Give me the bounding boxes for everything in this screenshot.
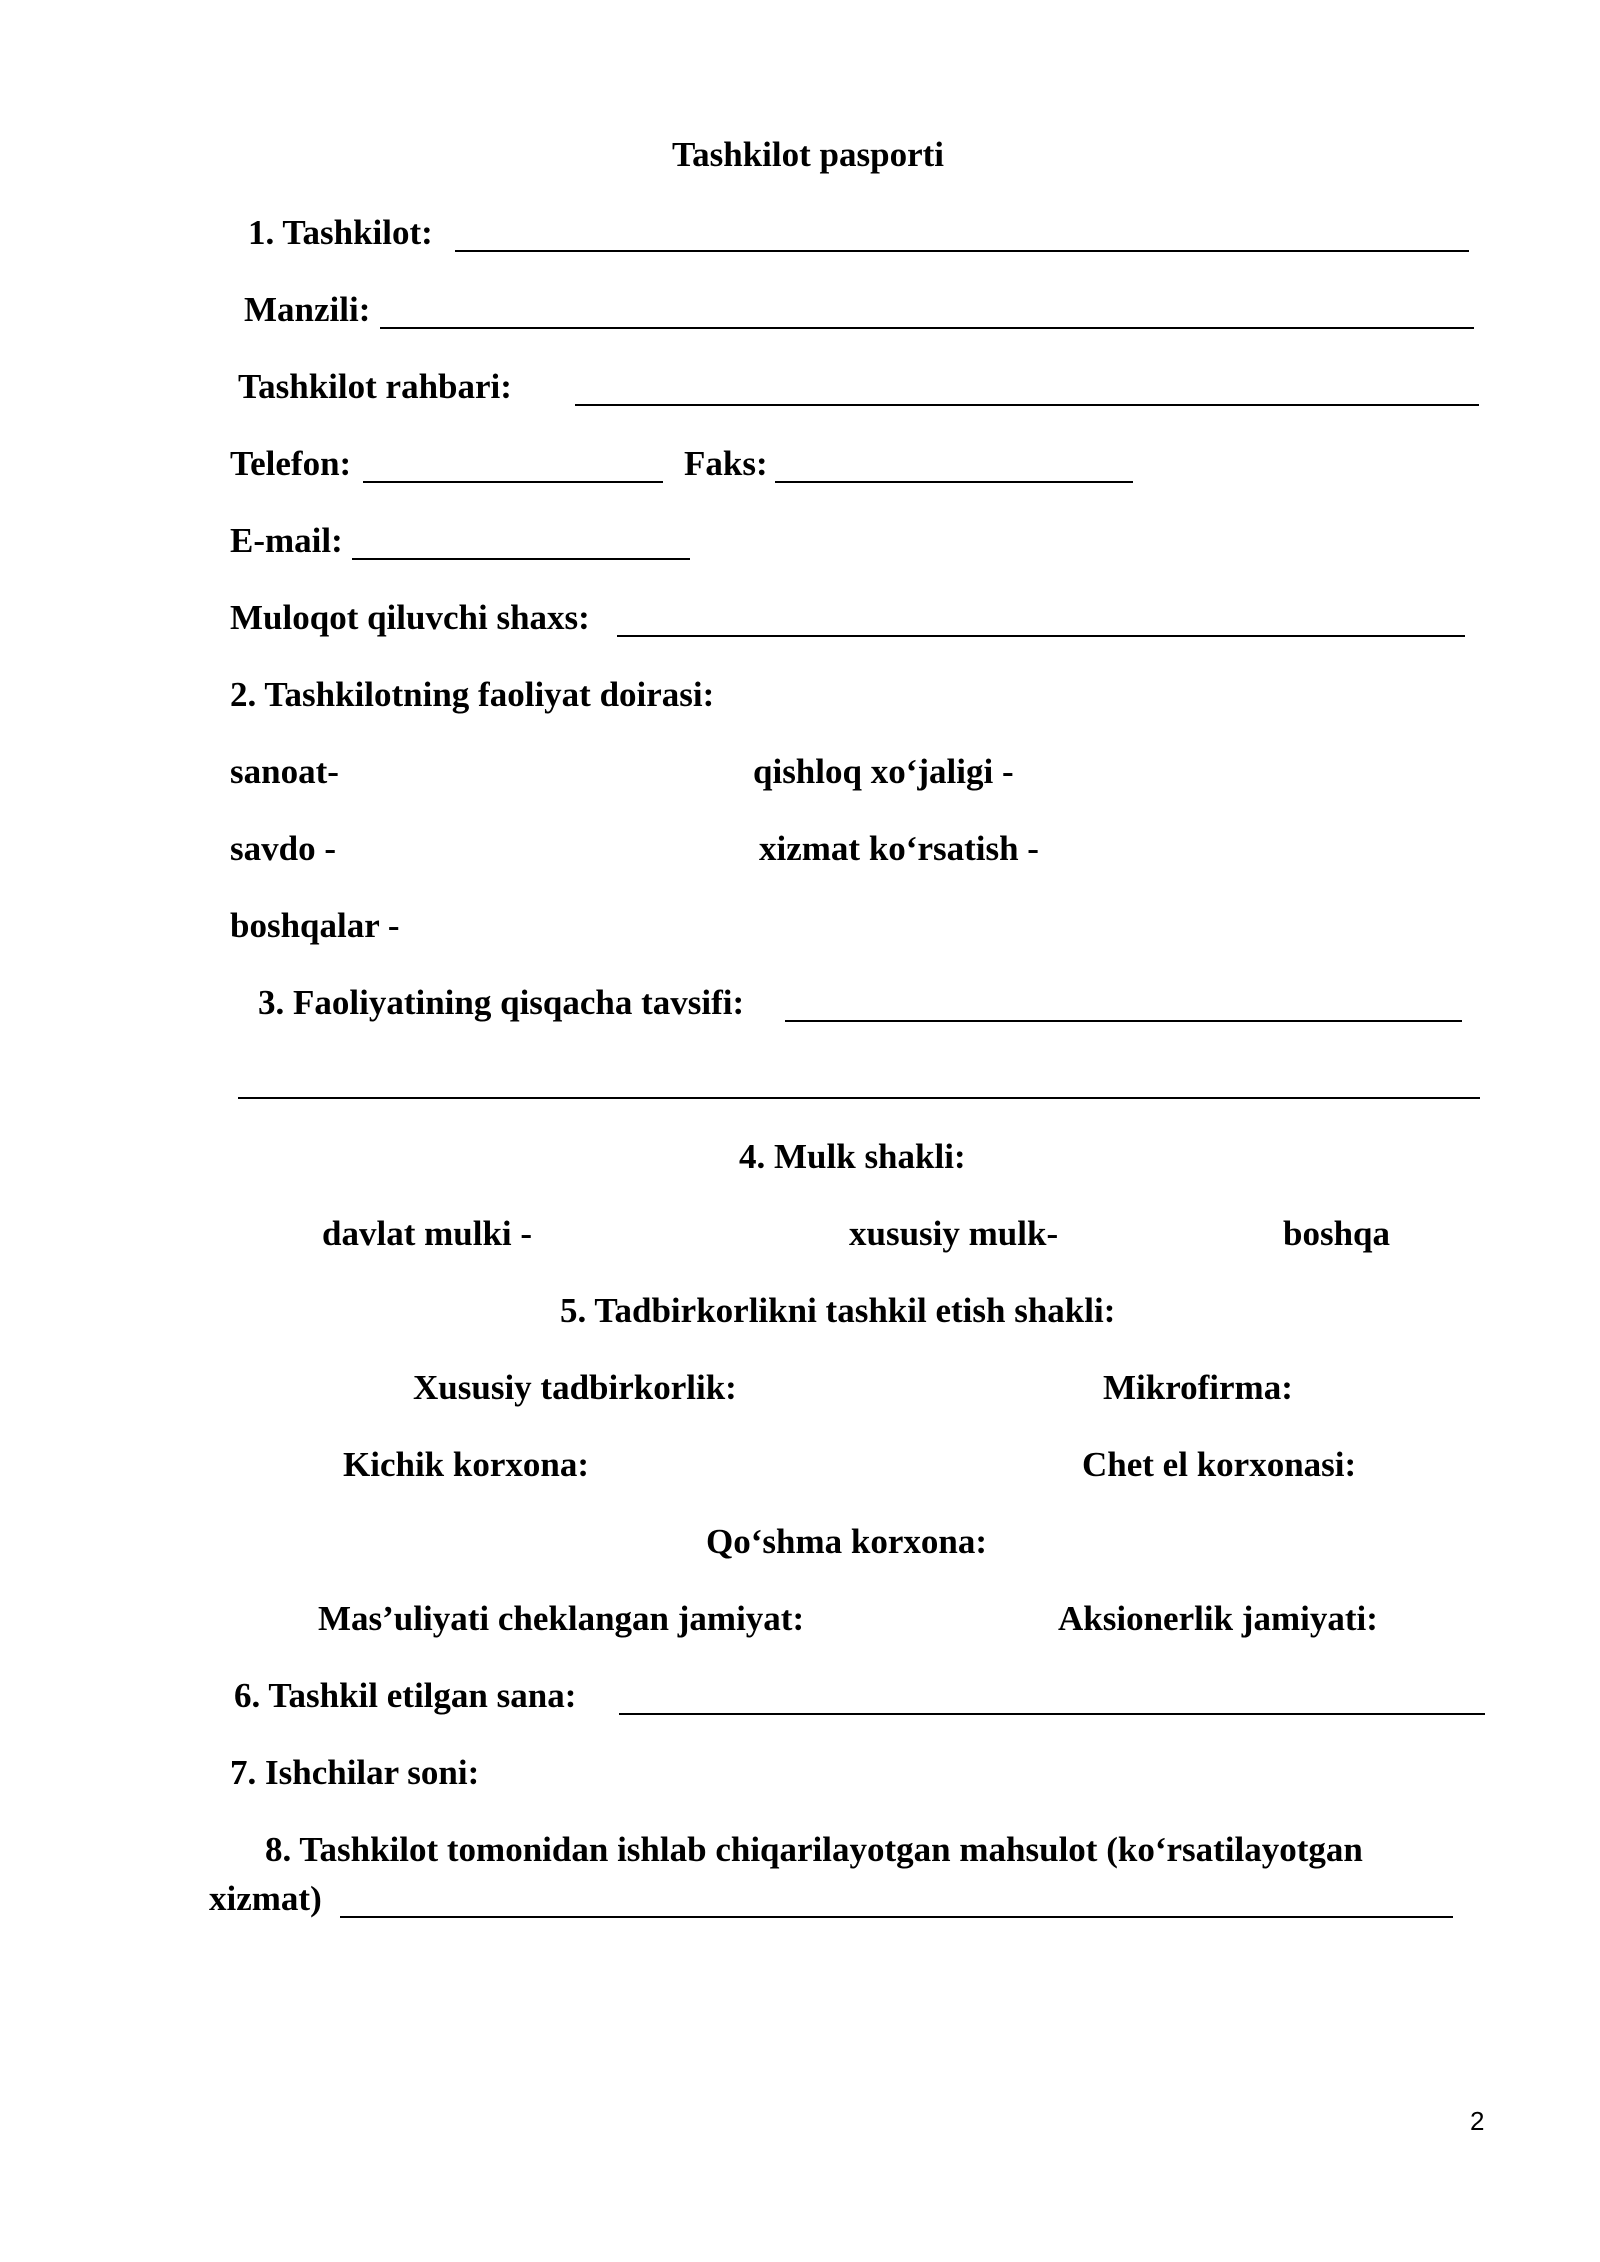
contact-person-field[interactable] xyxy=(617,635,1465,637)
enterprise-option-small-enterprise: Kichik korxona: xyxy=(343,1445,590,1484)
ownership-option-other: boshqa xyxy=(1283,1214,1391,1253)
head-field[interactable] xyxy=(575,404,1479,406)
established-date-field[interactable] xyxy=(619,1713,1485,1715)
ownership-option-state: davlat mulki - xyxy=(322,1214,533,1253)
activity-option-services: xizmat ko‘rsatish - xyxy=(759,829,1039,868)
description-label: 3. Faoliyatining qisqacha tavsifi: xyxy=(258,983,745,1022)
enterprise-option-llc: Mas’uliyati cheklangan jamiyat: xyxy=(318,1599,805,1638)
established-date-label: 6. Tashkil etilgan sana: xyxy=(234,1676,577,1715)
page-number: 2 xyxy=(1470,2106,1485,2136)
description-field-line2[interactable] xyxy=(238,1097,1480,1099)
enterprise-option-microfirm: Mikrofirma: xyxy=(1103,1368,1293,1407)
description-field[interactable] xyxy=(785,1020,1462,1022)
address-label: Manzili: xyxy=(244,290,371,329)
phone-field[interactable] xyxy=(363,481,663,483)
enterprise-form-heading: 5. Tadbirkorlikni tashkil etish shakli: xyxy=(560,1291,1116,1330)
activity-option-trade: savdo - xyxy=(230,829,336,868)
activity-scope-heading: 2. Tashkilotning faoliyat doirasi: xyxy=(230,675,715,714)
email-label: E-mail: xyxy=(230,521,343,560)
enterprise-option-joint-venture: Qo‘shma korxona: xyxy=(706,1522,987,1561)
organization-field[interactable] xyxy=(455,250,1469,252)
address-field[interactable] xyxy=(380,327,1474,329)
contact-person-label: Muloqot qiluvchi shaxs: xyxy=(230,598,590,637)
fax-field[interactable] xyxy=(775,481,1133,483)
products-label-line1: 8. Tashkilot tomonidan ishlab chiqarilayotgan mahsulot (ko‘rsatilayotgan xyxy=(265,1830,1363,1869)
ownership-heading: 4. Mulk shakli: xyxy=(739,1137,966,1176)
products-label-line2: xizmat) xyxy=(209,1879,322,1918)
activity-option-others: boshqalar - xyxy=(230,906,400,945)
products-field[interactable] xyxy=(340,1916,1453,1918)
phone-label: Telefon: xyxy=(230,444,352,483)
enterprise-option-foreign-enterprise: Chet el korxonasi: xyxy=(1082,1445,1357,1484)
email-field[interactable] xyxy=(352,558,690,560)
organization-label: 1. Tashkilot: xyxy=(248,213,433,252)
enterprise-option-joint-stock: Aksionerlik jamiyati: xyxy=(1058,1599,1378,1638)
activity-option-agriculture: qishloq xo‘jaligi - xyxy=(753,752,1014,791)
activity-option-industry: sanoat- xyxy=(230,752,339,791)
fax-label: Faks: xyxy=(684,444,768,483)
page-title: Tashkilot pasporti xyxy=(672,135,945,174)
employees-count-label: 7. Ishchilar soni: xyxy=(230,1753,480,1792)
enterprise-option-sole-proprietor: Xususiy tadbirkorlik: xyxy=(413,1368,737,1407)
head-label: Tashkilot rahbari: xyxy=(238,367,512,406)
ownership-option-private: xususiy mulk- xyxy=(849,1214,1059,1253)
